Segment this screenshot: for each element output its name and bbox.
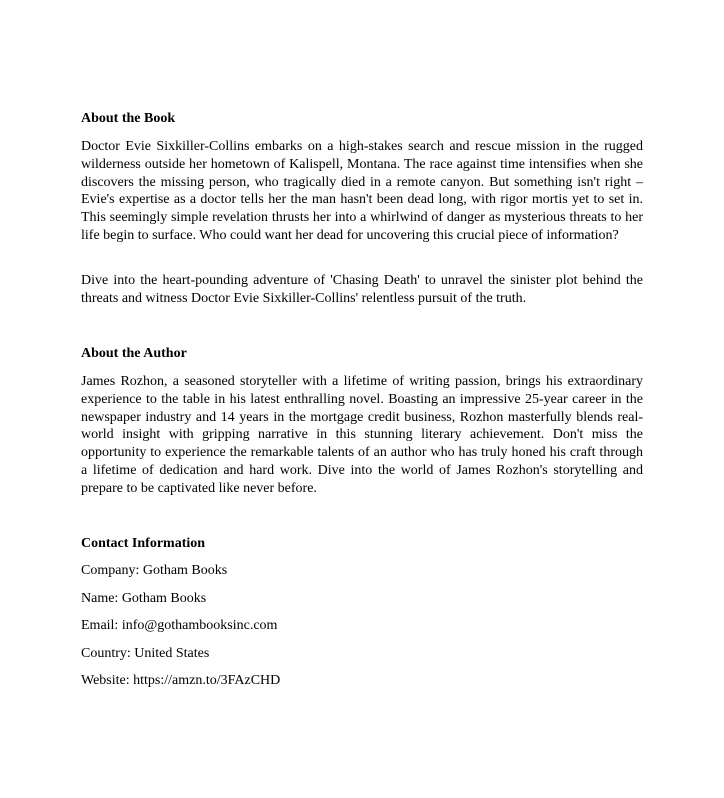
about-author-heading: About the Author <box>81 346 187 361</box>
about-author-paragraph: James Rozhon, a seasoned storyteller with a lifetime of writing passion, brings his extraordinary experience to the table in his latest enthralling novel. Boasting an impressive 25-year career in the newspaper industry and 14 years in the mortgage credit business, Rozhon masterfully blends real-world insight with gripping narrative in this stunning literary achievement. Don't miss the opportunity to experience the remarkable talents of an author who has truly honed his craft through a lifetime of dedication and hard work. Dive into the world of James Rozhon's storytelling and prepare to be captivated like never before. <box>81 374 643 496</box>
contact-email: Email: info@gothambooksinc.com <box>81 618 278 633</box>
about-book-paragraph-1: Doctor Evie Sixkiller-Collins embarks on a high-stakes search and rescue mission in the rugged wilderness outside her hometown of Kalispell, Montana. The race against time intensifies when she discovers the missing person, who tragically died in a remote canyon. But something isn't right – Evie's expertise as a doctor tells her the man hasn't been dead long, with rigor mortis yet to set in. This seemingly simple revelation thrusts her into a whirlwind of danger as mysterious threats to her life begin to surface. Who could want her dead for uncovering this crucial piece of information? <box>81 139 643 243</box>
contact-country: Country: United States <box>81 646 210 661</box>
contact-name: Name: Gotham Books <box>81 591 207 606</box>
contact-website: Website: https://amzn.to/3FAzCHD <box>81 673 281 688</box>
contact-information-heading: Contact Information <box>81 536 206 551</box>
about-book-paragraph-2: Dive into the heart-pounding adventure of 'Chasing Death' to unravel the sinister plot behind the threats and witness Doctor Evie Sixkiller-Collins' relentless pursuit of the truth. <box>81 273 643 306</box>
contact-company: Company: Gotham Books <box>81 563 228 578</box>
about-book-heading: About the Book <box>81 111 176 126</box>
